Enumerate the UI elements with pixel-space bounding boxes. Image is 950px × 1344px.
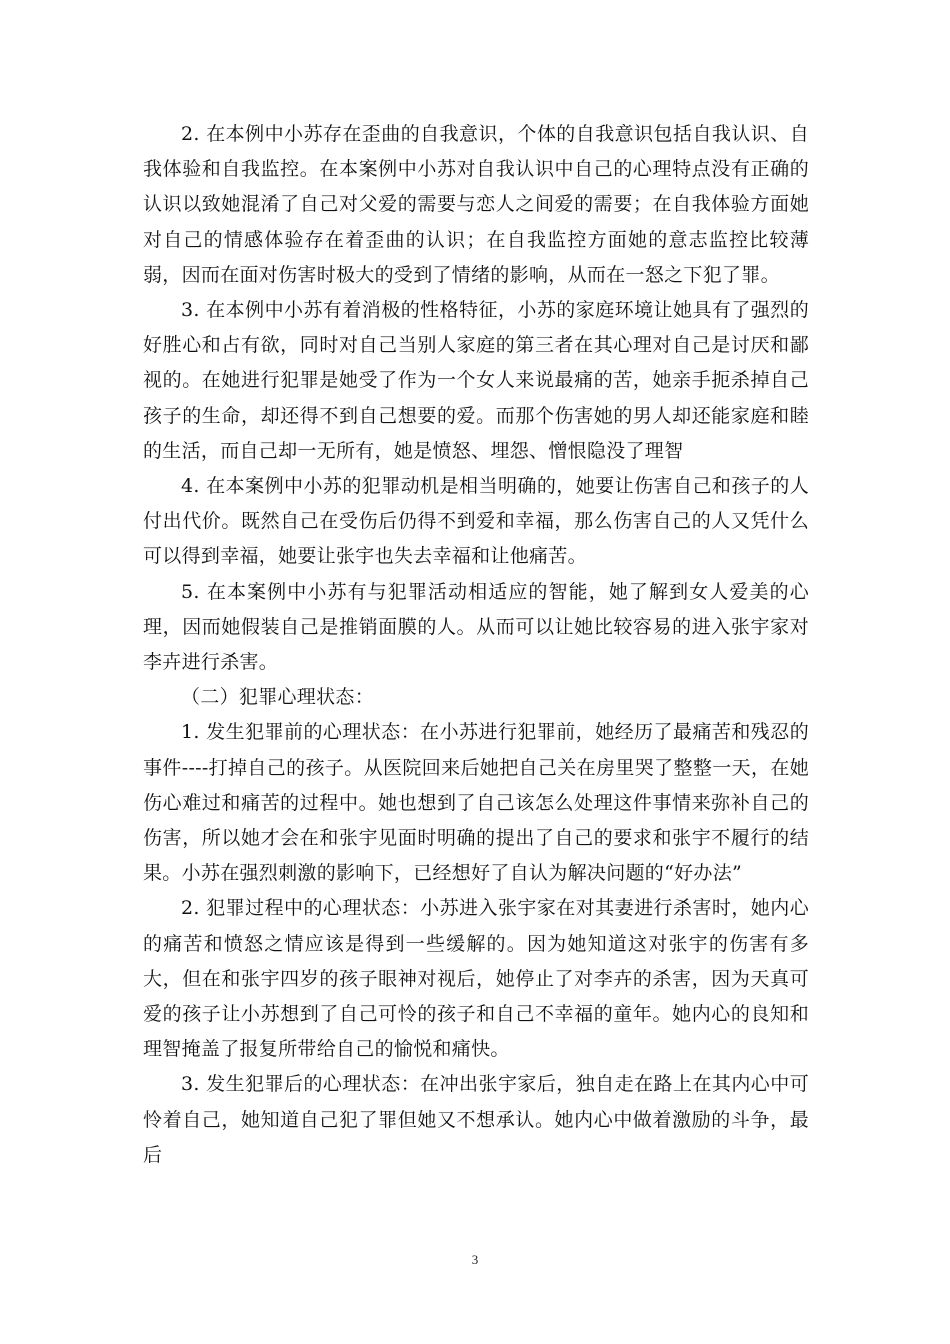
- paragraph-before-crime: 1. 发生犯罪前的心理状态：在小苏进行犯罪前，她经历了最痛苦和残忍的事件----打掉自己的孩子。从医院回来后她把自己关在房里哭了整整一天，在她伤心难过和痛苦的过程中。她也想到了自己该怎么处理这件事情来弥补自己的伤害，所以她才会在和张宇见面时明确的提出了自己的要求和张宇不履行的结果。小苏在强烈刺激的影响下，已经想好了自认为解决问题的“好办法”: [143, 721, 809, 885]
- paragraph-after-crime: 3. 发生犯罪后的心理状态：在冲出张宇家后，独自走在路上在其内心中可怜着自己，她知道自己犯了罪但她又不想承认。她内心中做着激励的斗争，最后: [143, 1073, 809, 1166]
- page-number: 3: [471, 1252, 479, 1267]
- paragraph-self-awareness: 2. 在本例中小苏存在歪曲的自我意识，个体的自我意识包括自我认识、自我体验和自我监控。在本案例中小苏对自我认识中自己的心理特点没有正确的认识以致她混淆了自己对父爱的需要与恋人之间爱的需要；在自我体验方面她对自己的情感体验存在着歪曲的认识；在自我监控方面她的意志监控比较薄弱，因而在面对伤害时极大的受到了情绪的影响，从而在一怒之下犯了罪。: [143, 123, 809, 286]
- paragraph-motive: 4. 在本案例中小苏的犯罪动机是相当明确的，她要让伤害自己和孩子的人付出代价。既然自己在受伤后仍得不到爱和幸福，那么伤害自己的人又凭什么可以得到幸福，她要让张宇也失去幸福和让他痛苦。: [143, 475, 809, 568]
- paragraph-during-crime: 2. 犯罪过程中的心理状态：小苏进入张宇家在对其妻进行杀害时，她内心的痛苦和愤怒之情应该是得到一些缓解的。因为她知道这对张宇的伤害有多大，但在和张宇四岁的孩子眼神对视后，她停止了对李卉的杀害，因为天真可爱的孩子让小苏想到了自己可怜的孩子和自己不幸福的童年。她内心的良知和理智掩盖了报复所带给自己的愉悦和痛快。: [143, 897, 809, 1061]
- section-heading-psychological-state: （二）犯罪心理状态：: [181, 686, 375, 709]
- paragraph-personality: 3. 在本例中小苏有着消极的性格特征，小苏的家庭环境让她具有了强烈的好胜心和占有欲，同时对自己当别人家庭的第三者在其心理对自己是讨厌和鄙视的。在她进行犯罪是她受了作为一个女人来说最痛的苦，她亲手扼杀掉自己孩子的生命，却还得不到自己想要的爱。而那个伤害她的男人却还能家庭和睦的生活，而自己却一无所有，她是愤怒、埋怨、憎恨隐没了理智: [143, 299, 809, 462]
- document-body: [143, 117, 809, 1173]
- paragraph-intelligence: 5. 在本案例中小苏有与犯罪活动相适应的智能，她了解到女人爱美的心理，因而她假装自己是推销面膜的人。从而可以让她比较容易的进入张宇家对李卉进行杀害。: [143, 580, 809, 674]
